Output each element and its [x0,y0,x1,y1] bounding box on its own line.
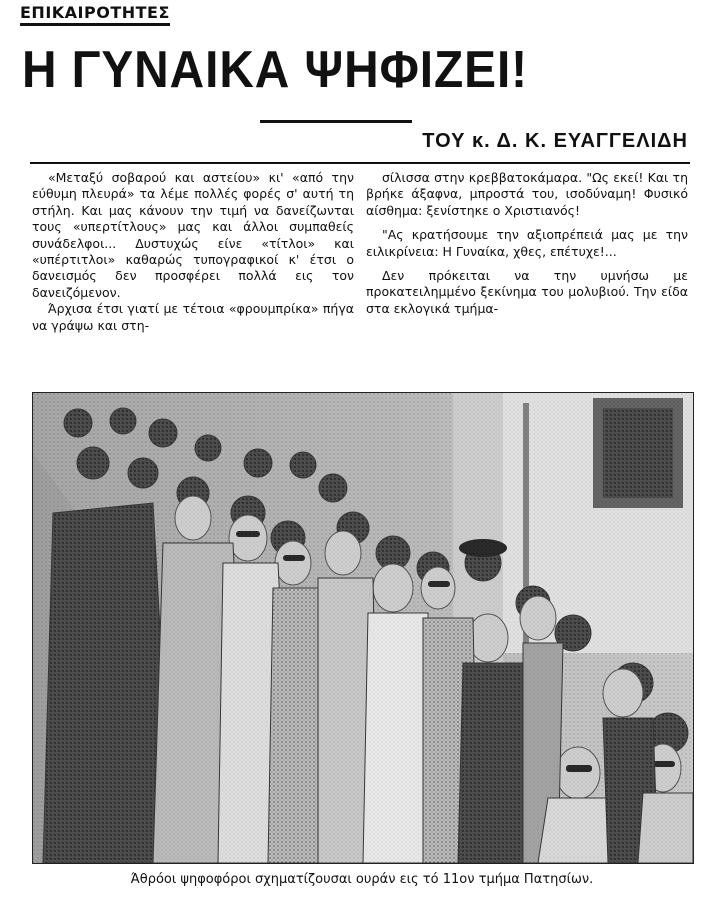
paragraph: Δεν πρόκειται να την υμνήσω με προκατειλημμένο ξεκίνημα του μολυβιού. Την είδα στα εκλογικά τμήμα- [366,268,688,316]
headline: Η ΓΥΝΑΙΚΑ ΨΗΦΙΖΕΙ! [22,41,529,99]
headline-rule [260,120,412,123]
paragraph: "Ας κρατήσουμε την αξιοπρέπειά μας με την ειλικρίνεια: Η Γυναίκα, χθες, επέτυχε!... [366,227,688,259]
column-divider-rule [30,162,690,164]
section-label: ΕΠΙΚΑΙΡΟΤΗΤΕΣ [20,3,170,26]
paragraph: «Μεταξύ σοβαρού και αστείου» κι' «από την εύθυμη πλευρά» τα λέμε πολλές φορές σ' αυτή τη στήλη. Και μας κάνουν την τιμή να δανείζωνται τους «υπερτίτλους» μας και άλλοι συμπαθείς συνάδελφοι... Δυστυχώς είνε «τίτλοι» και «υπέρτιτλοι» καθαρώς τυπογραφικοί κ' έτσι ο δανεισμός δεν προσφέρει πολλά εις τον δανειζόμενον. [32,170,354,300]
paragraph: Άρχισα έτσι γιατί με τέτοια «φρουμπρίκα» πήγα να γράψω και στη- [32,301,354,333]
voters-queue-photo [32,392,694,864]
paragraph: σίλισσα στην κρεββατοκάμαρα. "Ως εκεί! Και τη βρήκε άξαφνα, μπροστά του, ισοδύναμη! Φυσικό αίσθημα: ξενίστηκε ο Χριστιανός! [366,170,688,218]
article-column-right [366,170,688,317]
photo-illustration [33,393,693,863]
article-column-left [32,170,354,334]
byline: ΤΟΥ κ. Δ. Κ. ΕΥΑΓΓΕΛΙΔΗ [422,130,688,152]
photo-caption: Άθρόοι ψηφοφόροι σχηματίζουσαι ουράν εις τό 11ον τμήμα Πατησίων. [130,872,594,887]
